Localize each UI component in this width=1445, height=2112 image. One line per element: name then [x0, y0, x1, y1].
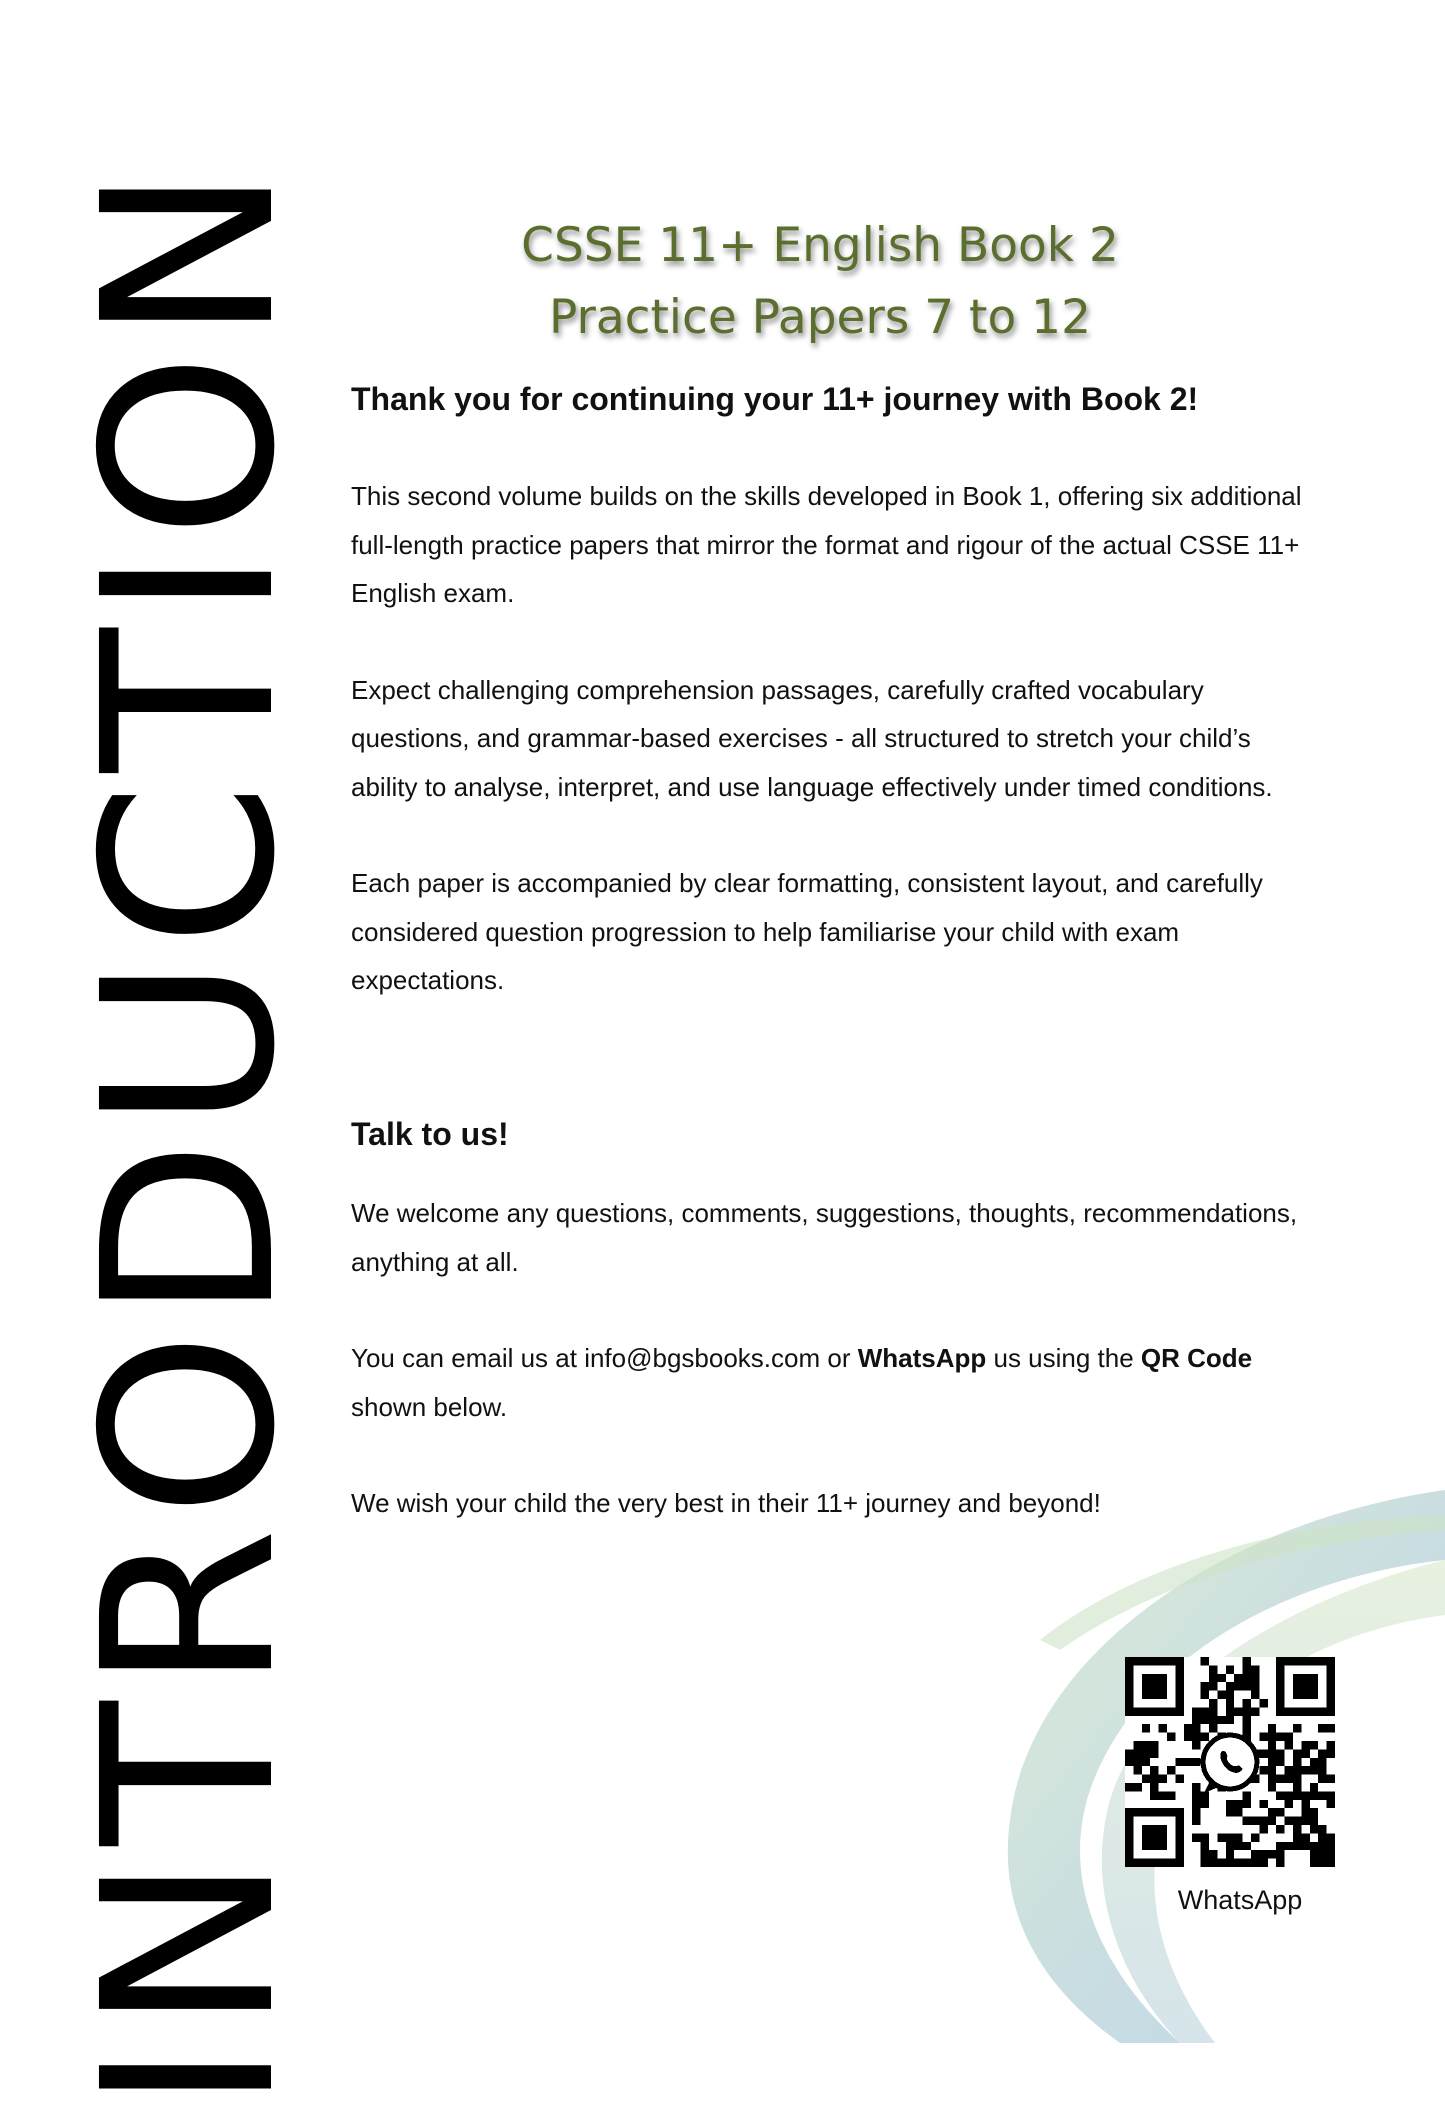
whatsapp-icon [1203, 1735, 1257, 1793]
contact-paragraph-1: We welcome any questions, comments, suggestions, thoughts, recommendations, anything at all. [351, 1198, 1298, 1277]
email-text: You can email us at info@bgsbooks.com or [351, 1343, 858, 1374]
title-line-2: Practice Papers 7 to 12 [549, 290, 1091, 345]
main-content [351, 380, 1321, 1528]
title-line-1: CSSE 11+ English Book 2 [521, 218, 1119, 273]
contact-heading: Talk to us! [351, 1115, 509, 1152]
intro-paragraph-1: This second volume builds on the skills developed in Book 1, offering six additional full-length practice papers that mirror the format and rigour of the actual CSSE 11+ English exam. [351, 481, 1302, 609]
book-title [350, 210, 1290, 354]
contact-mid-text: us using the [986, 1343, 1141, 1374]
closing-paragraph: We wish your child the very best in their 11+ journey and beyond! [351, 1488, 1101, 1519]
whatsapp-qr-code[interactable] [1125, 1657, 1335, 1867]
intro-paragraph-2: Expect challenging comprehension passages, carefully crafted vocabulary questions, and grammar-based exercises - all structured to stretch your child’s ability to analyse, interpret, and use language effectively under timed conditions. [351, 674, 1273, 802]
intro-heading: Thank you for continuing your 11+ journey with Book 2! [351, 381, 1199, 417]
introduction-side-title: INTRODUCTION [52, 156, 327, 2112]
contact-paragraph-2 [351, 1334, 1321, 1431]
intro-paragraph-3: Each paper is accompanied by clear formatting, consistent layout, and carefully considered question progression to help familiarise your child with exam expectations. [351, 868, 1263, 996]
qr-code-image [1125, 1657, 1335, 1867]
qr-code-bold-text: QR Code [1140, 1343, 1253, 1374]
qr-label: WhatsApp [1177, 1885, 1303, 1915]
contact-suffix-text: shown below. [351, 1391, 508, 1422]
whatsapp-bold-text: WhatsApp [857, 1343, 987, 1374]
